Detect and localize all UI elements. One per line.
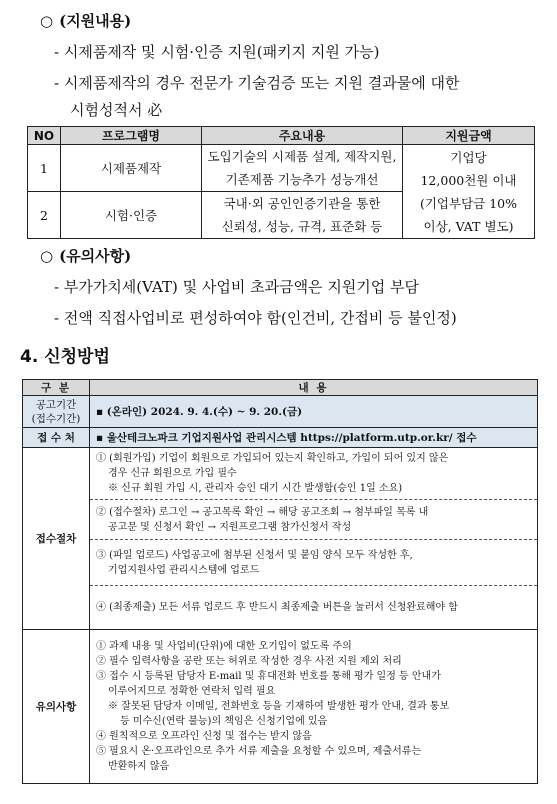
procedure-row bbox=[23, 448, 538, 500]
row-no: 2 bbox=[28, 192, 61, 239]
period-value: ▪ (온라인) 2024. 9. 4.(수) ~ 9. 20.(금) bbox=[90, 396, 538, 428]
procedure-step-2: ② (접수절차) 로그인 → 공고목록 확인 → 해당 공고조회 → 첨부파일 목록 내 공고문 및 신청서 확인 → 지원프로그램 참가신청서 작성 bbox=[90, 500, 538, 540]
col-no: NO bbox=[28, 127, 61, 145]
reception-value: ▪ 울산테크노파크 기업지원사업 관리시스템 https://platform.utp.or.kr/ 접수 bbox=[90, 428, 538, 448]
circle-bullet-icon: ○ bbox=[40, 12, 54, 30]
reception-label: 접 수 처 bbox=[23, 428, 90, 448]
procedure-row bbox=[23, 540, 538, 586]
period-row bbox=[23, 396, 538, 428]
caution-row bbox=[23, 630, 538, 784]
procedure-step-4: ④ (최종제출) 모든 서류 업로드 후 반드시 최종제출 버튼을 눌러서 신청완료해야 함 bbox=[90, 586, 538, 630]
caution-label: 유의사항 bbox=[23, 630, 90, 784]
notes-bullet-1: - 부가가치세(VAT) 및 사업비 초과금액은 지원기업 부담 bbox=[54, 278, 420, 296]
application-table bbox=[22, 379, 538, 784]
table-row bbox=[28, 145, 535, 192]
procedure-row bbox=[23, 500, 538, 540]
program-table bbox=[27, 126, 535, 239]
support-heading: ○ (지원내용) bbox=[40, 12, 132, 30]
support-bullet-2-cont: 시험성적서 必 bbox=[70, 101, 163, 119]
application-table-header bbox=[23, 380, 538, 396]
program-table-header bbox=[28, 127, 535, 145]
amount-cell: 기업당 12,000천원 이내 (기업부담금 10% 이상, VAT 별도) bbox=[403, 145, 535, 239]
col-program: 프로그램명 bbox=[61, 127, 202, 145]
col-amount: 지원금액 bbox=[403, 127, 535, 145]
section-title: 4. 신청방법 bbox=[20, 347, 110, 367]
col-category: 구 분 bbox=[23, 380, 90, 396]
support-bullet-1: - 시제품제작 및 시험·인증 지원(패키지 지원 가능) bbox=[54, 43, 380, 61]
row-program: 시험·인증 bbox=[61, 192, 202, 239]
period-label: 공고기간 (접수기간) bbox=[23, 396, 90, 428]
procedure-step-1: ① (회원가입) 기업이 회원으로 가입되어 있는지 확인하고, 가입이 되어 있지 않은 경우 신규 회원으로 가입 필수 ※ 신규 회원 가입 시, 관리자 승인 대기 시간 발생함(승인 1일 소요) bbox=[90, 448, 538, 500]
reception-row bbox=[23, 428, 538, 448]
row-program: 시제품제작 bbox=[61, 145, 202, 192]
procedure-row bbox=[23, 586, 538, 630]
procedure-step-3: ③ (파일 업로드) 사업공고에 첨부된 신청서 및 붙임 양식 모두 작성한 후, 기업지원사업 관리시스템에 업로드 bbox=[90, 540, 538, 586]
procedure-label: 접수절차 bbox=[23, 448, 90, 630]
circle-bullet-icon: ○ bbox=[40, 247, 54, 265]
row-content: 국내·외 공인인증기관을 통한 신뢰성, 성능, 규격, 표준화 등 bbox=[202, 192, 403, 239]
notes-heading: ○ (유의사항) bbox=[40, 247, 132, 265]
col-details: 내 용 bbox=[90, 380, 538, 396]
notes-bullet-2: - 전액 직접사업비로 편성하여야 함(인건비, 간접비 등 불인정) bbox=[54, 309, 457, 327]
caution-list: ① 과제 내용 및 사업비(단위)에 대한 오기입이 없도록 주의 ② 필수 입력사항을 공란 또는 허위로 작성한 경우 사전 지원 제외 처리 ③ 접수 시 등록된 담당자 E-mail 및 휴대전화 번호를 통해 평가 일정 등 안내가 이루어지므로 정확한 연락처 입력 필요 ※ 잘못된 담당자 이메일, 전화번호 등을 기재하여 발생한 평가 안내, 결과 통보 등 미수신(연락 불능)의 책임은 신청기업에 있음 ④ 원칙적으로 오프라인 신청 및 접수는 받지 않음 ⑤ 필요시 온·오프라인으로 추가 서류 제출을 요청할 수 있으며, 제출서류는 반환하지 않음 bbox=[90, 630, 538, 784]
col-content: 주요내용 bbox=[202, 127, 403, 145]
row-no: 1 bbox=[28, 145, 61, 192]
row-content: 도입기술의 시제품 설계, 제작지원, 기존제품 기능추가 성능개선 bbox=[202, 145, 403, 192]
support-bullet-2: - 시제품제작의 경우 전문가 기술검증 또는 지원 결과물에 대한 bbox=[54, 74, 460, 92]
